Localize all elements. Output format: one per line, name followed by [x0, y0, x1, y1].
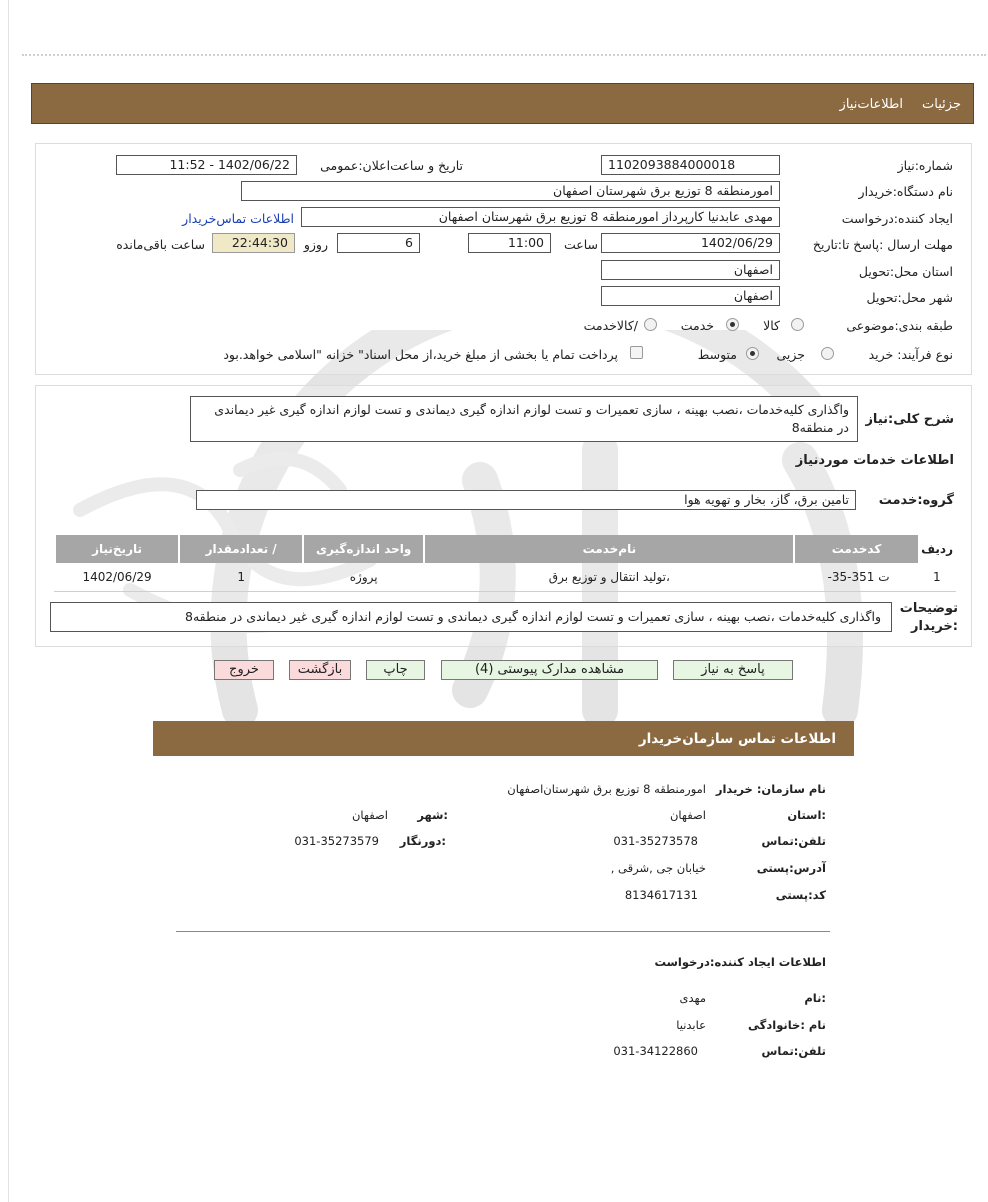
table-bottom-divider [54, 591, 956, 592]
deadline-hour-label: ساعت [563, 237, 598, 252]
contact-province-label: :استان [787, 808, 826, 822]
contact-section-title: اطلاعات تماس سازمان‌خریدار [638, 731, 836, 747]
category-goods-radio[interactable] [791, 318, 804, 331]
creator-family-value: عابدنیا [676, 1018, 706, 1032]
cell-quantity: 1 [237, 570, 245, 584]
announce-date-field: 1402/06/22 - 11:52 [116, 155, 297, 175]
cell-row-number: 1 [932, 570, 941, 584]
category-both-radio[interactable] [644, 318, 657, 331]
contact-address-value: خیابان جی ,شرقی , [610, 861, 706, 875]
table-header-row [56, 535, 954, 563]
cell-need-date: 1402/06/29 [82, 570, 152, 584]
creator-name-label: :نام [804, 991, 826, 1005]
need-number-field: 1102093884000018 [601, 155, 780, 175]
need-info-panel [35, 143, 972, 375]
col-service-code: کدخدمت [795, 535, 917, 563]
contact-address-label: آدرس:پستی [756, 861, 826, 875]
treasury-payment-label: پرداخت تمام یا بخشی از مبلغ خرید،از محل اسناد" خزانه "اسلامی خواهد.بود [223, 347, 618, 362]
col-quantity: / تعدادمقدار [180, 535, 302, 563]
announce-label: تاریخ و ساعت‌اعلان:عمومی [320, 158, 463, 173]
buyer-contact-link[interactable]: اطلاعات تماس‌خریدار [182, 211, 294, 226]
top-divider [22, 54, 986, 56]
category-service-radio[interactable] [726, 318, 739, 331]
page-header-bar [31, 83, 974, 124]
purchase-minor-label: جزیی [776, 347, 805, 362]
summary-label: شرح کلی:نیاز [865, 412, 954, 427]
exit-button[interactable]: خروج [214, 660, 274, 680]
contact-postal-label: کد:پستی [775, 888, 826, 902]
category-both-label: /کالاخدمت [583, 318, 638, 333]
contact-phone-value: 031-35273578 [613, 834, 698, 848]
buyer-notes-label-2: :خریدار [911, 619, 958, 634]
creator-phone-value: 031-34122860 [613, 1044, 698, 1058]
contact-postal-value: 8134617131 [624, 888, 698, 902]
org-name-label: نام سازمان: خریدار [715, 782, 826, 796]
creator-phone-label: تلفن:تماس [761, 1044, 826, 1058]
col-row-number: ردیف [920, 535, 954, 563]
category-label: طبقه بندی:موضوعی [846, 318, 953, 333]
province-label: استان محل:تحویل [858, 264, 953, 279]
contact-divider [176, 931, 830, 932]
page-left-border [8, 0, 9, 1202]
contact-province-value: اصفهان [669, 808, 706, 822]
table-row [56, 565, 954, 589]
deadline-date-field: 1402/06/29 [601, 233, 780, 253]
cell-service-name: ،تولید انتقال و توزیع برق [548, 570, 670, 584]
contact-header-bar [153, 721, 854, 756]
cell-unit: پروژه [349, 570, 378, 584]
contact-fax-value: 031-35273579 [294, 834, 379, 848]
view-documents-button[interactable]: مشاهده مدارک پیوستی (4) [441, 660, 658, 680]
contact-fax-label: :دورنگار [399, 834, 446, 848]
remaining-time-field: 22:44:30 [212, 233, 295, 253]
buyer-notes-label: توضیحات [899, 601, 958, 616]
province-field: اصفهان [601, 260, 780, 280]
col-service-name: نام‌خدمت [425, 535, 793, 563]
contact-city-value: اصفهان [351, 808, 388, 822]
treasury-payment-checkbox[interactable] [630, 346, 643, 359]
service-group-field: تامین برق، گاز، بخار و تهویه هوا [196, 490, 856, 510]
purchase-minor-radio[interactable] [821, 347, 834, 360]
creator-field: مهدی عابدنیا کارپرداز امورمنطقه 8 توزیع برق شهرستان اصفهان [301, 207, 780, 227]
days-label: روزو [303, 237, 328, 252]
contact-phone-label: تلفن:تماس [761, 834, 826, 848]
creator-name-value: مهدی [679, 991, 706, 1005]
org-name-value: امورمنطقه 8 توزیع برق شهرستان‌اصفهان [507, 782, 706, 796]
purchase-medium-label: متوسط [697, 347, 737, 362]
creator-family-label: نام :خانوادگی [748, 1018, 826, 1032]
cell-service-code: ت 351-35- [827, 570, 890, 584]
deadline-label: مهلت ارسال :پاسخ تا:تاریخ [812, 237, 953, 252]
col-need-date: تاریخ‌نیاز [56, 535, 178, 563]
city-field: اصفهان [601, 286, 780, 306]
tab-details[interactable]: جزئیات [922, 97, 961, 112]
back-button[interactable]: بازگشت [289, 660, 351, 680]
services-section-title: اطلاعات خدمات موردنیاز [795, 453, 954, 468]
category-goods-label: کالا [763, 318, 780, 333]
service-group-label: گروه:خدمت [878, 493, 954, 508]
buyer-org-label: نام دستگاه:خریدار [858, 184, 953, 199]
print-button[interactable]: چاپ [366, 660, 425, 680]
category-service-label: خدمت [680, 318, 714, 333]
reply-button[interactable]: پاسخ به نیاز [673, 660, 793, 680]
creator-label: ایجاد کننده:درخواست [841, 211, 953, 226]
city-label: شهر محل:تحویل [866, 290, 953, 305]
need-number-label: شماره:نیاز [897, 158, 953, 173]
buyer-org-field: امورمنطقه 8 توزیع برق شهرستان اصفهان [241, 181, 780, 201]
purchase-type-label: نوع فرآیند: خرید [868, 347, 953, 362]
services-table [54, 533, 956, 591]
deadline-time-field: 11:00 [468, 233, 551, 253]
remaining-label: ساعت باقی‌مانده [116, 237, 205, 252]
days-field: 6 [337, 233, 420, 253]
contact-city-label: :شهر [417, 808, 448, 822]
col-unit: واحد اندازه‌گیری [304, 535, 423, 563]
tab-need-info[interactable]: اطلاعات‌نیاز [839, 97, 903, 112]
buyer-notes-field: واگذاری کلیه‌خدمات ،نصب بهینه ، سازی تعمیرات و تست لوازم اندازه گیری دیماندی و تست لوازم اندازه گیری غیر دیماندی در منطقه8 [50, 602, 892, 632]
creator-section-title: اطلاعات ایجاد کننده:درخواست [654, 955, 826, 969]
summary-field: واگذاری کلیه‌خدمات ،نصب بهینه ، سازی تعمیرات و تست لوازم اندازه گیری دیماندی و تست لوازم اندازه گیری غیر دیماندی در منطقه8 [190, 396, 858, 442]
purchase-medium-radio[interactable] [746, 347, 759, 360]
